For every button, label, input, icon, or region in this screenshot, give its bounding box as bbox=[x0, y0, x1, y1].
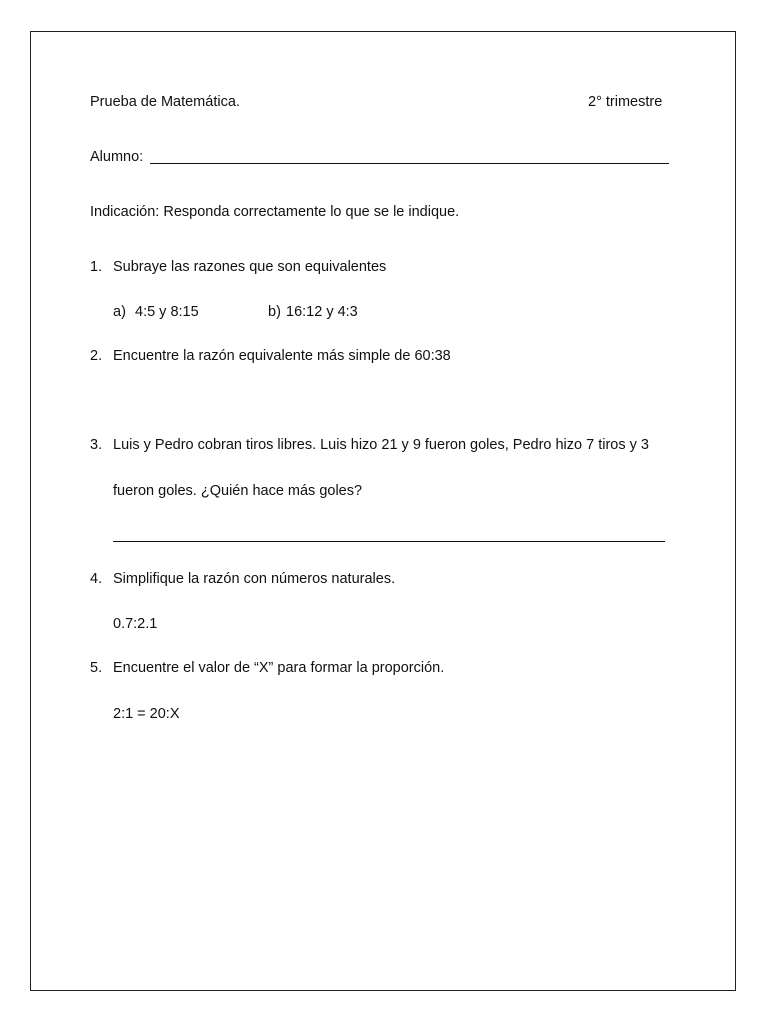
exam-page bbox=[30, 31, 736, 991]
question-5-expression: 2:1 = 20:X bbox=[113, 706, 180, 722]
question-5-number: 5. bbox=[90, 660, 103, 676]
question-1-option-a-text: 4:5 y 8:15 bbox=[135, 304, 199, 320]
question-3-answer-line[interactable] bbox=[113, 541, 665, 542]
question-3-number: 3. bbox=[90, 437, 103, 453]
question-2-number: 2. bbox=[90, 348, 103, 364]
question-3-text-line-1: Luis y Pedro cobran tiros libres. Luis hizo 21 y 9 fueron goles, Pedro hizo 7 tiros y 3 bbox=[113, 437, 649, 453]
question-1-number: 1. bbox=[90, 259, 103, 275]
question-4-expression: 0.7:2.1 bbox=[113, 616, 158, 632]
question-4-number: 4. bbox=[90, 571, 103, 587]
exam-title: Prueba de Matemática. bbox=[90, 94, 240, 110]
exam-term: 2° trimestre bbox=[588, 94, 663, 110]
student-label: Alumno: bbox=[90, 149, 144, 165]
student-name-line[interactable] bbox=[150, 163, 669, 164]
question-2-text: Encuentre la razón equivalente más simple de 60:38 bbox=[113, 348, 451, 364]
instructions: Indicación: Responda correctamente lo que se le indique. bbox=[90, 204, 460, 220]
question-4-text: Simplifique la razón con números naturales. bbox=[113, 571, 396, 587]
question-1-option-a-marker: a) bbox=[113, 304, 126, 320]
question-1-option-b-text: 16:12 y 4:3 bbox=[286, 304, 358, 320]
question-1-text: Subraye las razones que son equivalentes bbox=[113, 259, 387, 275]
question-1-option-b-marker: b) bbox=[268, 304, 281, 320]
question-5-text: Encuentre el valor de “X” para formar la proporción. bbox=[113, 660, 445, 676]
question-3-text-line-2: fueron goles. ¿Quién hace más goles? bbox=[113, 483, 363, 499]
